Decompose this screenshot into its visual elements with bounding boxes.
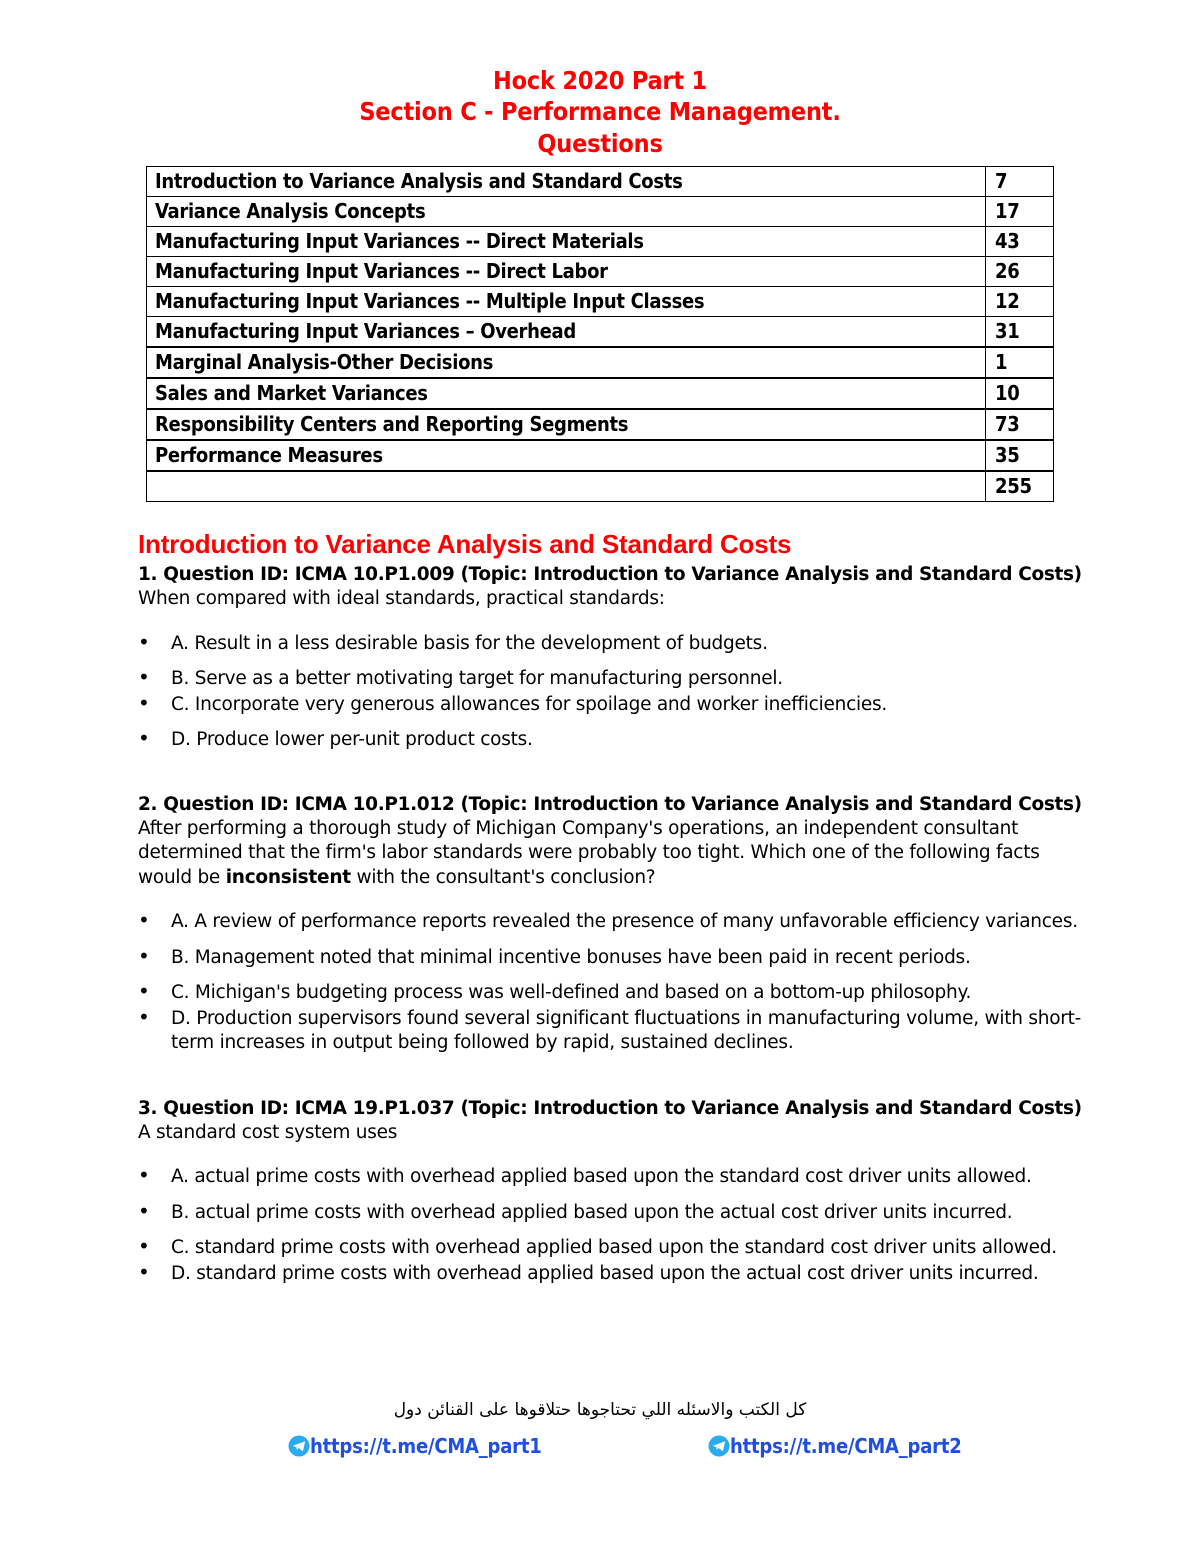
summary-table-wrapper xyxy=(146,166,1054,502)
question-header: 1. Question ID: ICMA 10.P1.009 (Topic: Introduction to Variance Analysis and Standard Costs) xyxy=(138,564,1082,585)
table-row xyxy=(147,227,1054,257)
list-item[interactable]: • D. Production supervisors found several significant fluctuations in manufacturing volume, with short-term increases in output being followed by rapid, sustained declines. xyxy=(138,1007,1094,1056)
section-heading: Introduction to Variance Analysis and Standard Costs xyxy=(138,529,792,559)
count-cell: 35 xyxy=(986,440,1054,471)
question-body xyxy=(138,587,1094,612)
total-count-cell: 255 xyxy=(986,471,1054,502)
telegram-icon xyxy=(288,1435,310,1457)
table-row xyxy=(147,197,1054,227)
list-item[interactable]: • C. standard prime costs with overhead applied based upon the standard cost driver units allowed. xyxy=(138,1236,1094,1261)
topic-cell: Manufacturing Input Variances -- Multiple Input Classes xyxy=(147,287,986,317)
topic-cell: Responsibility Centers and Reporting Segments xyxy=(147,409,986,440)
list-item[interactable]: • D. standard prime costs with overhead applied based upon the actual cost driver units incurred. xyxy=(138,1262,1094,1287)
list-item[interactable]: • B. Management noted that minimal incentive bonuses have been paid in recent periods. xyxy=(138,946,1094,971)
topic-summary-table xyxy=(146,166,1054,502)
choices-wrapper xyxy=(171,910,1094,1056)
answer-choice-list xyxy=(171,1165,1094,1286)
question-body-text: A standard cost system uses xyxy=(138,1121,398,1143)
question-header: 2. Question ID: ICMA 10.P1.012 (Topic: Introduction to Variance Analysis and Standard Costs) xyxy=(138,793,1082,815)
list-item[interactable]: • C. Incorporate very generous allowances for spoilage and worker inefficiencies. xyxy=(138,693,1094,718)
count-cell: 43 xyxy=(986,227,1054,257)
topic-cell: Sales and Market Variances xyxy=(147,378,986,409)
question-body-text-post: with the consultant's conclusion? xyxy=(350,866,656,888)
total-label-cell xyxy=(147,471,986,502)
count-cell: 73 xyxy=(986,409,1054,440)
section-subtitle: Section C - Performance Management. xyxy=(359,97,841,126)
topic-cell: Introduction to Variance Analysis and Standard Costs xyxy=(147,167,986,197)
question-block-1 xyxy=(138,563,1094,753)
topic-cell: Manufacturing Input Variances -- Direct Labor xyxy=(147,257,986,287)
question-body xyxy=(138,817,1094,891)
telegram-link-part1[interactable] xyxy=(288,1434,542,1458)
count-cell: 12 xyxy=(986,287,1054,317)
table-row xyxy=(147,257,1054,287)
table-row xyxy=(147,409,1054,440)
question-body xyxy=(138,1121,1094,1146)
summary-table-body xyxy=(147,167,1054,502)
answer-choice-list xyxy=(171,632,1094,753)
page-footer xyxy=(0,1398,1200,1468)
topic-cell: Manufacturing Input Variances -- Direct Materials xyxy=(147,227,986,257)
topic-cell: Performance Measures xyxy=(147,440,986,471)
telegram-icon xyxy=(708,1435,730,1457)
table-row xyxy=(147,347,1054,378)
choices-wrapper xyxy=(171,1165,1094,1286)
questions-label: Questions xyxy=(537,129,663,158)
choices-wrapper xyxy=(171,632,1094,753)
question-block-3 xyxy=(138,1097,1094,1287)
question-body-text: When compared with ideal standards, practical standards: xyxy=(138,588,665,609)
list-item[interactable]: • C. Michigan's budgeting process was well-defined and based on a bottom-up philosophy. xyxy=(138,981,1094,1006)
table-row xyxy=(147,378,1054,409)
count-cell: 31 xyxy=(986,317,1054,348)
page-title: Hock 2020 Part 1 xyxy=(493,66,707,95)
footer-links xyxy=(0,1434,1200,1468)
list-item[interactable]: • A. actual prime costs with overhead applied based upon the standard cost driver units allowed. xyxy=(138,1165,1094,1190)
count-cell: 17 xyxy=(986,197,1054,227)
answer-choice-list xyxy=(171,910,1094,1056)
table-row xyxy=(147,287,1054,317)
list-item[interactable]: • B. actual prime costs with overhead applied based upon the actual cost driver units incurred. xyxy=(138,1201,1094,1226)
table-row xyxy=(147,317,1054,348)
question-block-2 xyxy=(138,793,1094,1056)
list-item[interactable]: • D. Produce lower per-unit product costs. xyxy=(138,728,1094,753)
count-cell: 1 xyxy=(986,347,1054,378)
table-row xyxy=(147,440,1054,471)
list-item[interactable]: • A. A review of performance reports revealed the presence of many unfavorable efficiency variances. xyxy=(138,910,1094,935)
list-item[interactable]: • B. Serve as a better motivating target for manufacturing personnel. xyxy=(138,667,1094,692)
telegram-link-label: https://t.me/CMA_part2 xyxy=(730,1434,962,1458)
count-cell: 26 xyxy=(986,257,1054,287)
question-body-text-pre: After performing a thorough study of Michigan Company's operations, an independent consultant determined that the firm's labor standards were probably too tight. Which one of the following facts would be xyxy=(138,817,1040,888)
table-row-total xyxy=(147,471,1054,502)
topic-cell: Variance Analysis Concepts xyxy=(147,197,986,227)
question-emphasis: inconsistent xyxy=(225,866,351,888)
document-title-block xyxy=(0,0,1200,160)
topic-cell: Manufacturing Input Variances – Overhead xyxy=(147,317,986,348)
count-cell: 10 xyxy=(986,378,1054,409)
topic-cell: Marginal Analysis-Other Decisions xyxy=(147,347,986,378)
footer-arabic-note: كل الكتب والاسئله اللي تحتاجوها حتلاقوها على القنائن دول xyxy=(393,1400,807,1420)
telegram-link-label: https://t.me/CMA_part1 xyxy=(310,1434,542,1458)
table-row xyxy=(147,167,1054,197)
list-item[interactable]: • A. Result in a less desirable basis for the development of budgets. xyxy=(138,632,1094,657)
count-cell: 7 xyxy=(986,167,1054,197)
question-header: 3. Question ID: ICMA 19.P1.037 (Topic: Introduction to Variance Analysis and Standard Costs) xyxy=(138,1097,1082,1119)
telegram-link-part2[interactable] xyxy=(708,1434,962,1458)
